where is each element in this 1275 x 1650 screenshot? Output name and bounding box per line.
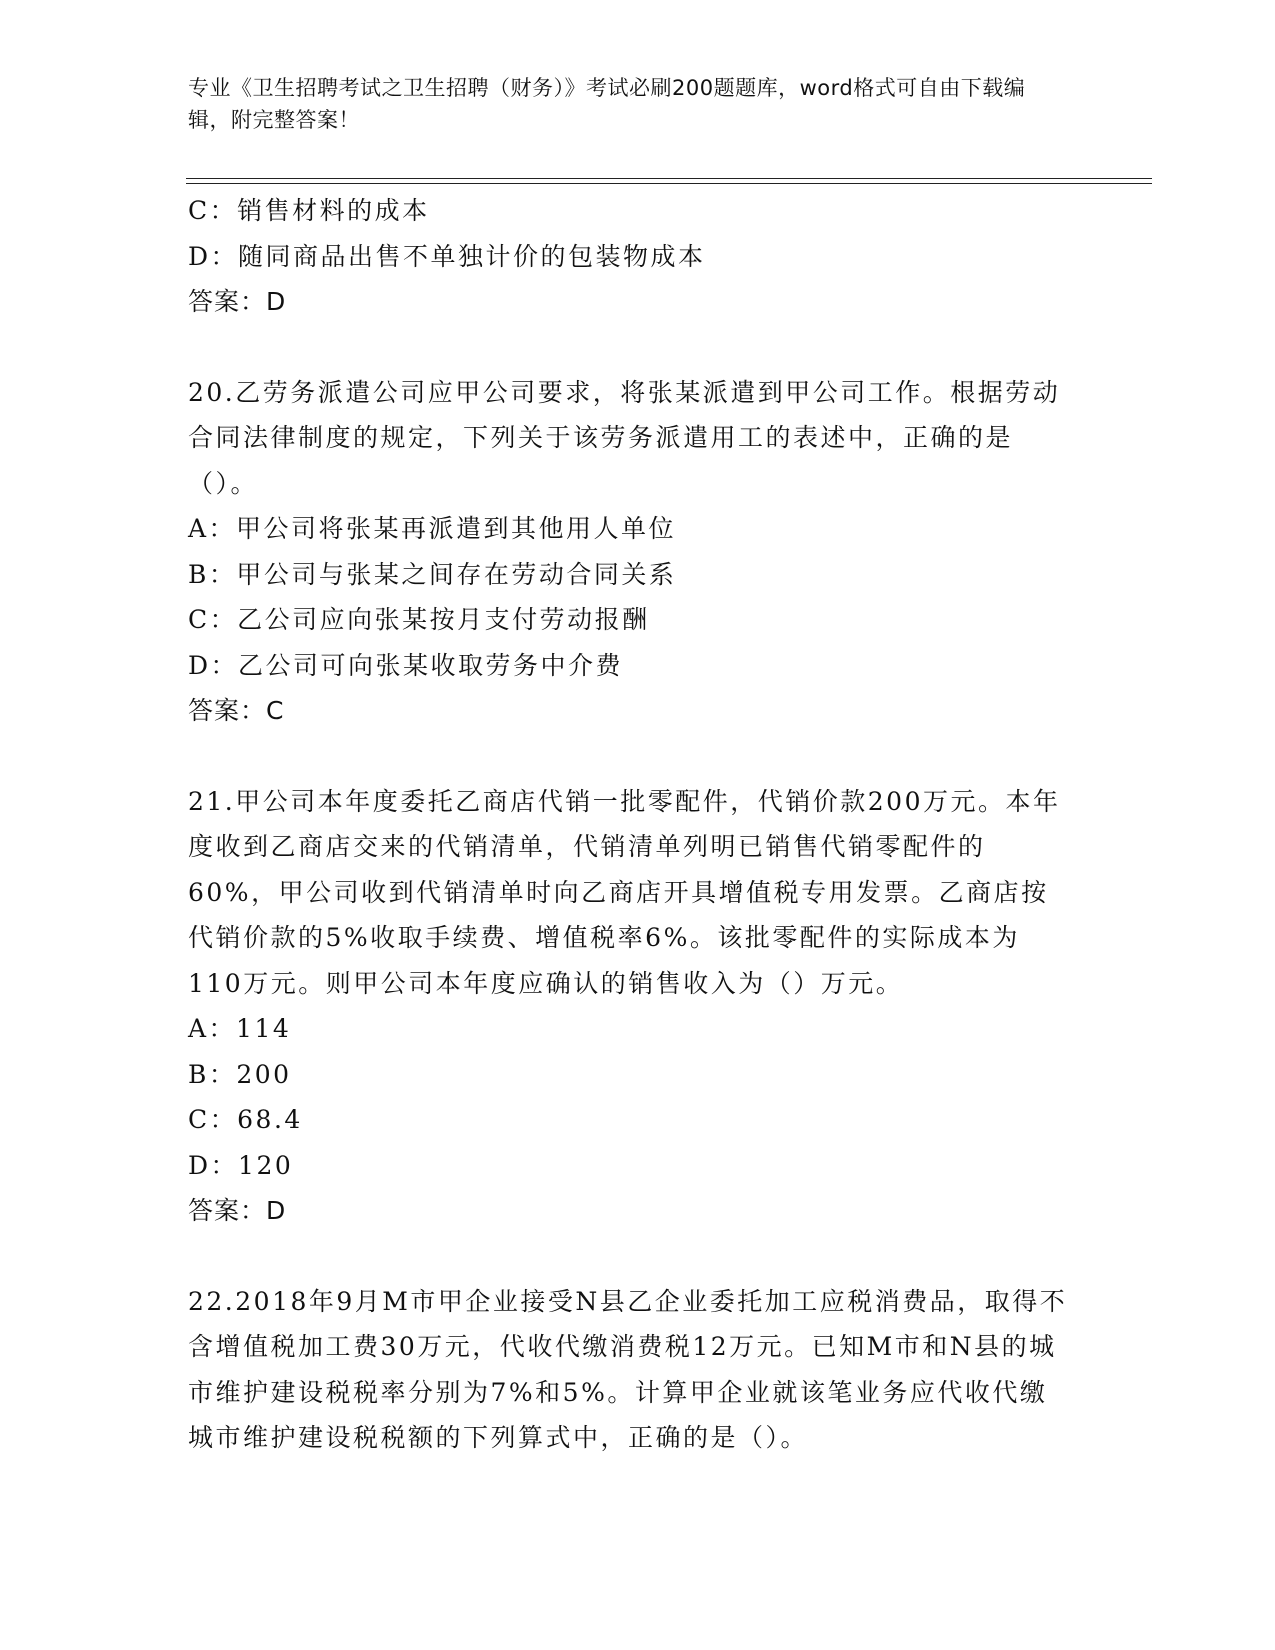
header-rule-bottom [186, 183, 1152, 184]
question-21-option-d: D：120 [188, 1150, 294, 1180]
question-21-stem: 21.甲公司本年度委托乙商店代销一批零配件，代销价款200万元。本年度收到乙商店交来的代销清单，代销清单列明已销售代销零配件的60%，甲公司收到代销清单时向乙商店开具增值税专用发票。乙商店按代销价款的5%收取手续费、增值税率6%。该批零配件的实际成本为110万元。则甲公司本年度应确认的销售收入为（）万元。 [188, 786, 1061, 998]
header-rule-top [186, 178, 1152, 179]
question-20-option-c: C：乙公司应向张某按月支付劳动报酬 [188, 605, 650, 634]
prev-option-d: D：随同商品出售不单独计价的包装物成本 [188, 241, 706, 271]
question-21-answer: 答案：D [188, 1196, 287, 1225]
question-21-option-c: C：68.4 [188, 1105, 303, 1134]
question-21-option-a: A：114 [188, 1014, 292, 1043]
question-22-stem: 22.2018年9月M市甲企业接受N县乙企业委托加工应税消费品，取得不含增值税加工费30万元，代收代缴消费税12万元。已知M市和N县的城市维护建设税税率分别为7%和5%。计算甲企业就该笔业务应代收代缴城市维护建设税税额的下列算式中，正确的是（）。 [188, 1286, 1068, 1452]
prev-answer: 答案：D [188, 287, 287, 316]
question-20-option-d: D：乙公司可向张某收取劳务中介费 [188, 650, 624, 680]
question-20-option-a: A：甲公司将张某再派遣到其他用人单位 [188, 514, 677, 543]
document-header: 专业《卫生招聘考试之卫生招聘（财务）》考试必刷200题题库，word格式可自由下载编辑，附完整答案！ [188, 76, 1026, 132]
prev-option-c: C：销售材料的成本 [188, 196, 430, 225]
question-20-answer: 答案：C [188, 696, 285, 725]
question-20-option-b: B：甲公司与张某之间存在劳动合同关系 [188, 559, 677, 589]
document-body [188, 188, 1088, 1461]
question-21-option-b: B：200 [188, 1059, 292, 1089]
question-20-stem: 20.乙劳务派遣公司应甲公司要求，将张某派遣到甲公司工作。根据劳动合同法律制度的规定，下列关于该劳务派遣用工的表述中，正确的是（）。 [188, 377, 1061, 498]
